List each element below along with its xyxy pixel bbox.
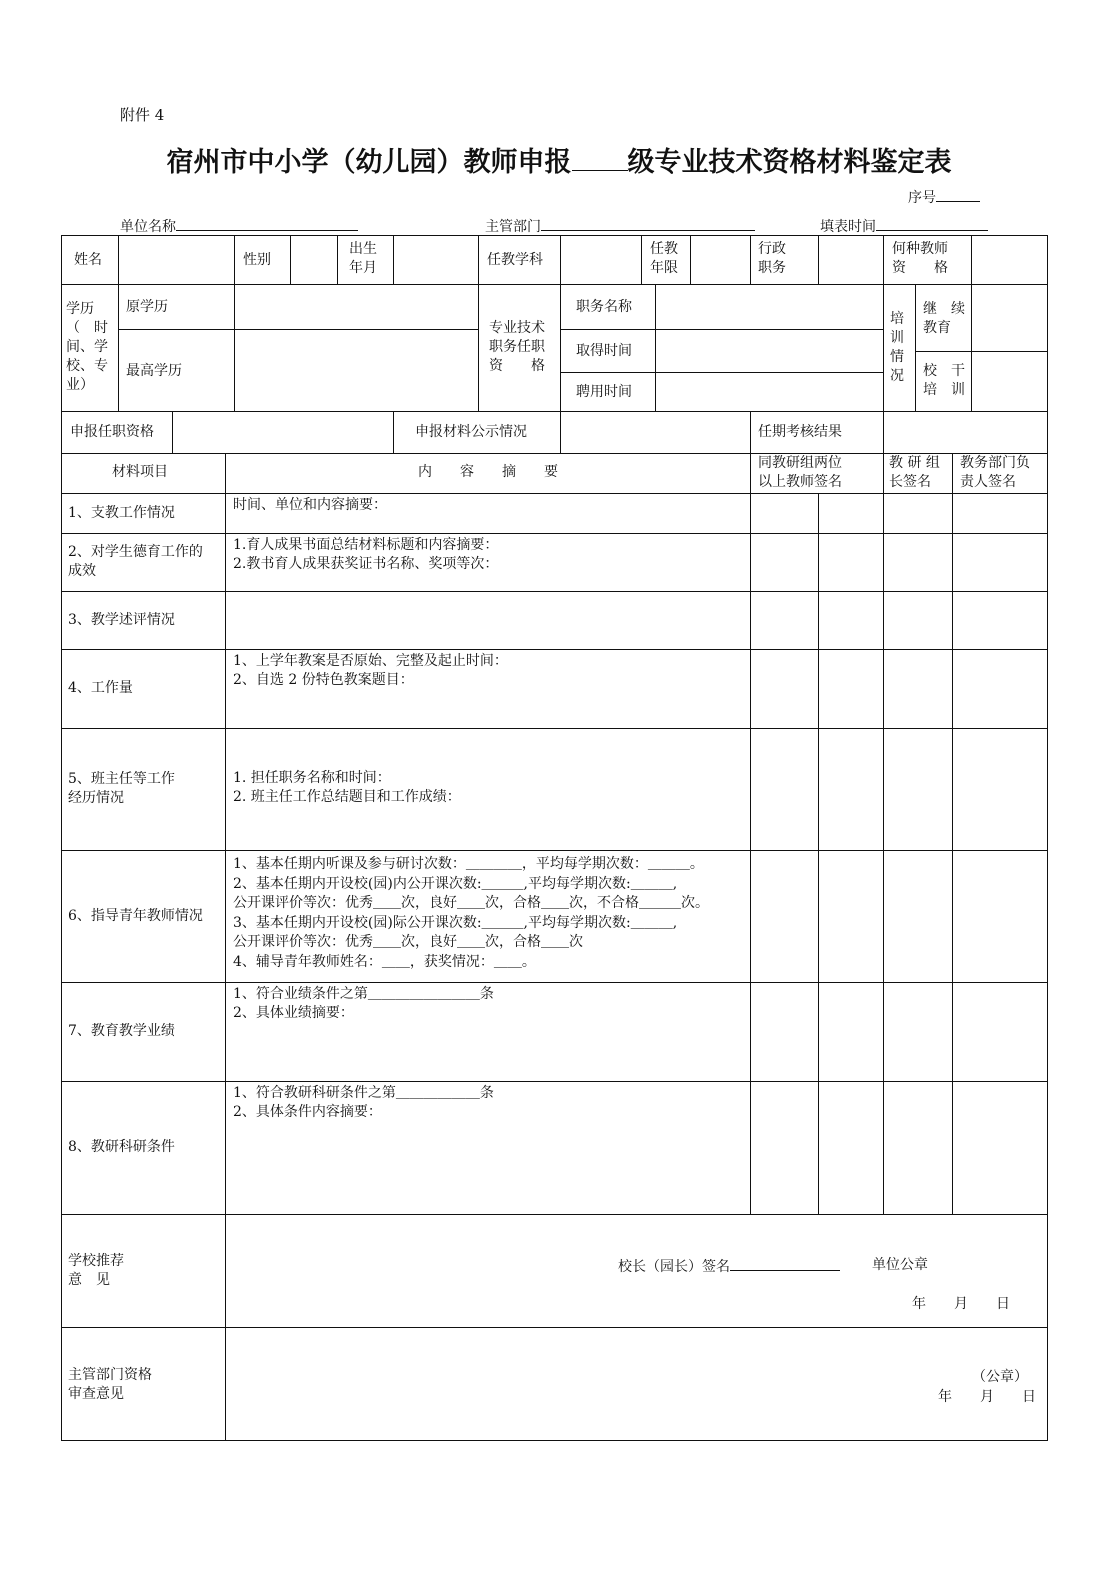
page-title xyxy=(0,140,1118,179)
item-header: 材料项目 xyxy=(112,464,168,480)
date-input[interactable] xyxy=(876,216,988,231)
grid-line xyxy=(971,284,972,412)
row-item-label: 8、教研科研条件 xyxy=(68,1139,175,1155)
tech-qual-label: 专业技术 职务任职 资 格 xyxy=(489,320,545,374)
dept-input[interactable] xyxy=(541,216,755,231)
grid-line xyxy=(61,850,1048,851)
row-item-label: 5、班主任等工作 经历情况 xyxy=(68,771,175,806)
serial-label: 序号 xyxy=(908,190,936,206)
cert-type-label: 何种教师 资 格 xyxy=(892,241,948,276)
dept-seal-label: （公章） xyxy=(972,1369,1028,1385)
obtain-time-label: 取得时间 xyxy=(576,343,632,359)
grid-line xyxy=(883,453,884,494)
grid-line xyxy=(225,1214,226,1441)
title-part: 级专业技术资格材料鉴定表 xyxy=(627,147,952,178)
assessment-label: 任期考核结果 xyxy=(758,424,842,440)
grid-line xyxy=(61,1440,1048,1441)
grid-line xyxy=(478,284,479,412)
grid-line xyxy=(61,1214,1048,1215)
grid-line xyxy=(225,493,226,1215)
grid-line xyxy=(952,453,953,494)
orig-edu-label: 原学历 xyxy=(126,299,168,315)
grid-line xyxy=(641,235,642,285)
grid-line xyxy=(1047,235,1048,1441)
row-item-label: 1、支教工作情况 xyxy=(68,504,175,521)
grid-line xyxy=(560,284,561,412)
group-leader-header: 教 研 组 长签名 xyxy=(889,455,940,490)
birth-label: 出生 年月 xyxy=(349,241,377,276)
grid-line xyxy=(290,235,291,285)
grid-line xyxy=(971,235,972,285)
row-item-label: 6、指导青年教师情况 xyxy=(68,907,203,924)
grid-line xyxy=(952,493,953,1215)
attachment-label: 附件 4 xyxy=(120,106,165,124)
row-item-label: 4、工作量 xyxy=(68,680,133,696)
apply-qual-label: 申报任职资格 xyxy=(70,424,154,440)
grid-line xyxy=(61,235,62,1441)
grid-line xyxy=(61,411,1048,412)
peer-sign-header: 同教研组两位 以上教师签名 xyxy=(758,455,842,490)
row-item-label: 3、教学述评情况 xyxy=(68,611,175,628)
grid-line xyxy=(560,411,561,454)
years-label: 任教 年限 xyxy=(650,241,678,276)
grid-line xyxy=(337,235,338,285)
title-part: 宿州市中小学（幼儿园）教师申报 xyxy=(166,147,572,178)
school-date: 年 月 日 xyxy=(912,1296,1010,1312)
grid-line xyxy=(61,493,1048,494)
grid-line xyxy=(750,493,751,1215)
grid-line xyxy=(61,591,1048,592)
unit-input[interactable] xyxy=(176,216,358,231)
grid-line xyxy=(118,329,479,330)
grid-line xyxy=(560,235,561,285)
admin-post-label: 行政 职务 xyxy=(758,241,786,276)
row-content[interactable]: 1、上学年教案是否原始、完整及起止时间： 2、自选 2 份特色教案题目： xyxy=(233,653,508,688)
grid-line xyxy=(61,728,1048,729)
grid-line xyxy=(883,235,884,285)
grid-line xyxy=(61,1081,1048,1082)
education-label: 学历 （ 时 间、学 校、专 业） xyxy=(66,301,108,393)
hire-time-label: 聘用时间 xyxy=(576,384,632,400)
principal-sign-input[interactable] xyxy=(730,1256,840,1271)
grid-line xyxy=(393,411,394,454)
grid-line xyxy=(61,235,1048,236)
date-label: 填表时间 xyxy=(820,219,876,235)
row-content[interactable]: 1、基本任期内听课及参与研讨次数：＿＿＿＿，平均每学期次数：＿＿＿。 2、基本任期内开设校(园)内公开课次数:＿＿＿,平均每学期次数:＿＿＿, 公开课评价等次：优秀＿＿次，良好＿＿次，合格＿＿次，不合格＿＿＿次。 3、基本任期内开设校(园)际公开课次数:＿＿＿,平均每学期次数:＿＿＿, 公开课评价等次：优秀＿＿次，良好＿＿次，合格＿＿次 4、辅导青年教师姓名：＿＿，获奖情况：＿＿。 xyxy=(233,856,709,970)
grid-line xyxy=(818,235,819,285)
grid-line xyxy=(61,1327,1048,1328)
post-name-label: 职务名称 xyxy=(576,299,632,315)
grid-line xyxy=(690,235,691,285)
principal-sign-label: 校长（园长）签名 xyxy=(618,1259,730,1275)
grid-line xyxy=(883,411,884,454)
grid-line xyxy=(750,411,751,454)
dept-review-label: 主管部门资格 审查意见 xyxy=(68,1367,152,1402)
grid-line xyxy=(915,284,916,412)
row-content[interactable]: 1、符合教研科研条件之第＿＿＿＿＿＿条 2、具体条件内容摘要： xyxy=(233,1085,494,1120)
row-content[interactable]: 1.育人成果书面总结材料标题和内容摘要： 2.教书育人成果获奖证书名称、奖项等次： xyxy=(233,537,499,572)
grid-line xyxy=(172,411,173,454)
training-label: 培 训 情 况 xyxy=(890,311,904,384)
grid-line xyxy=(750,453,751,494)
subject-label: 任教学科 xyxy=(487,252,543,268)
cadre-training-label: 校 干 培 训 xyxy=(923,363,965,398)
grid-line xyxy=(560,372,884,373)
grid-line xyxy=(61,982,1048,983)
row-content[interactable]: 时间、单位和内容摘要： xyxy=(233,497,387,513)
grid-line xyxy=(118,284,119,412)
row-content[interactable]: 1. 担任职务名称和时间： 2. 班主任工作总结题目和工作成绩： xyxy=(233,770,461,805)
highest-edu-label: 最高学历 xyxy=(126,363,182,379)
school-opinion-label: 学校推荐 意 见 xyxy=(68,1253,124,1288)
unit-field xyxy=(120,216,358,237)
grid-line xyxy=(234,284,235,412)
grid-line xyxy=(883,284,884,412)
grid-line xyxy=(61,649,1048,650)
grid-line xyxy=(61,533,1048,534)
serial-input[interactable] xyxy=(936,187,980,202)
row-item-label: 2、对学生德育工作的 成效 xyxy=(68,544,203,579)
gender-label: 性别 xyxy=(243,252,271,268)
dept-label: 主管部门 xyxy=(485,219,541,235)
name-label: 姓名 xyxy=(74,252,102,268)
row-item-label: 7、教育教学业绩 xyxy=(68,1023,175,1039)
grid-line xyxy=(478,235,479,285)
grid-line xyxy=(883,493,884,1215)
publicity-label: 申报材料公示情况 xyxy=(415,424,527,440)
serial-field xyxy=(908,187,980,208)
grid-line xyxy=(915,351,1048,352)
unit-seal-label: 单位公章 xyxy=(872,1257,928,1273)
unit-label: 单位名称 xyxy=(120,219,176,235)
grid-line xyxy=(750,235,751,285)
dept-date: 年 月 日 xyxy=(938,1389,1036,1405)
row-content[interactable]: 1、符合业绩条件之第＿＿＿＿＿＿＿＿条 2、具体业绩摘要： xyxy=(233,986,494,1021)
principal-sign xyxy=(618,1256,840,1277)
grid-line xyxy=(818,493,819,1215)
grid-line xyxy=(393,235,394,285)
grid-line xyxy=(118,235,119,285)
grid-line xyxy=(560,329,884,330)
grid-line xyxy=(655,284,656,412)
content-header: 内 容 摘 要 xyxy=(418,464,558,480)
continuing-edu-label: 继 续 教育 xyxy=(923,301,965,336)
dept-field xyxy=(485,216,755,237)
date-field xyxy=(820,216,988,237)
dept-head-header: 教务部门负 责人签名 xyxy=(960,455,1030,490)
grid-line xyxy=(61,284,1048,285)
level-blank[interactable] xyxy=(572,146,628,171)
grid-line xyxy=(234,235,235,285)
